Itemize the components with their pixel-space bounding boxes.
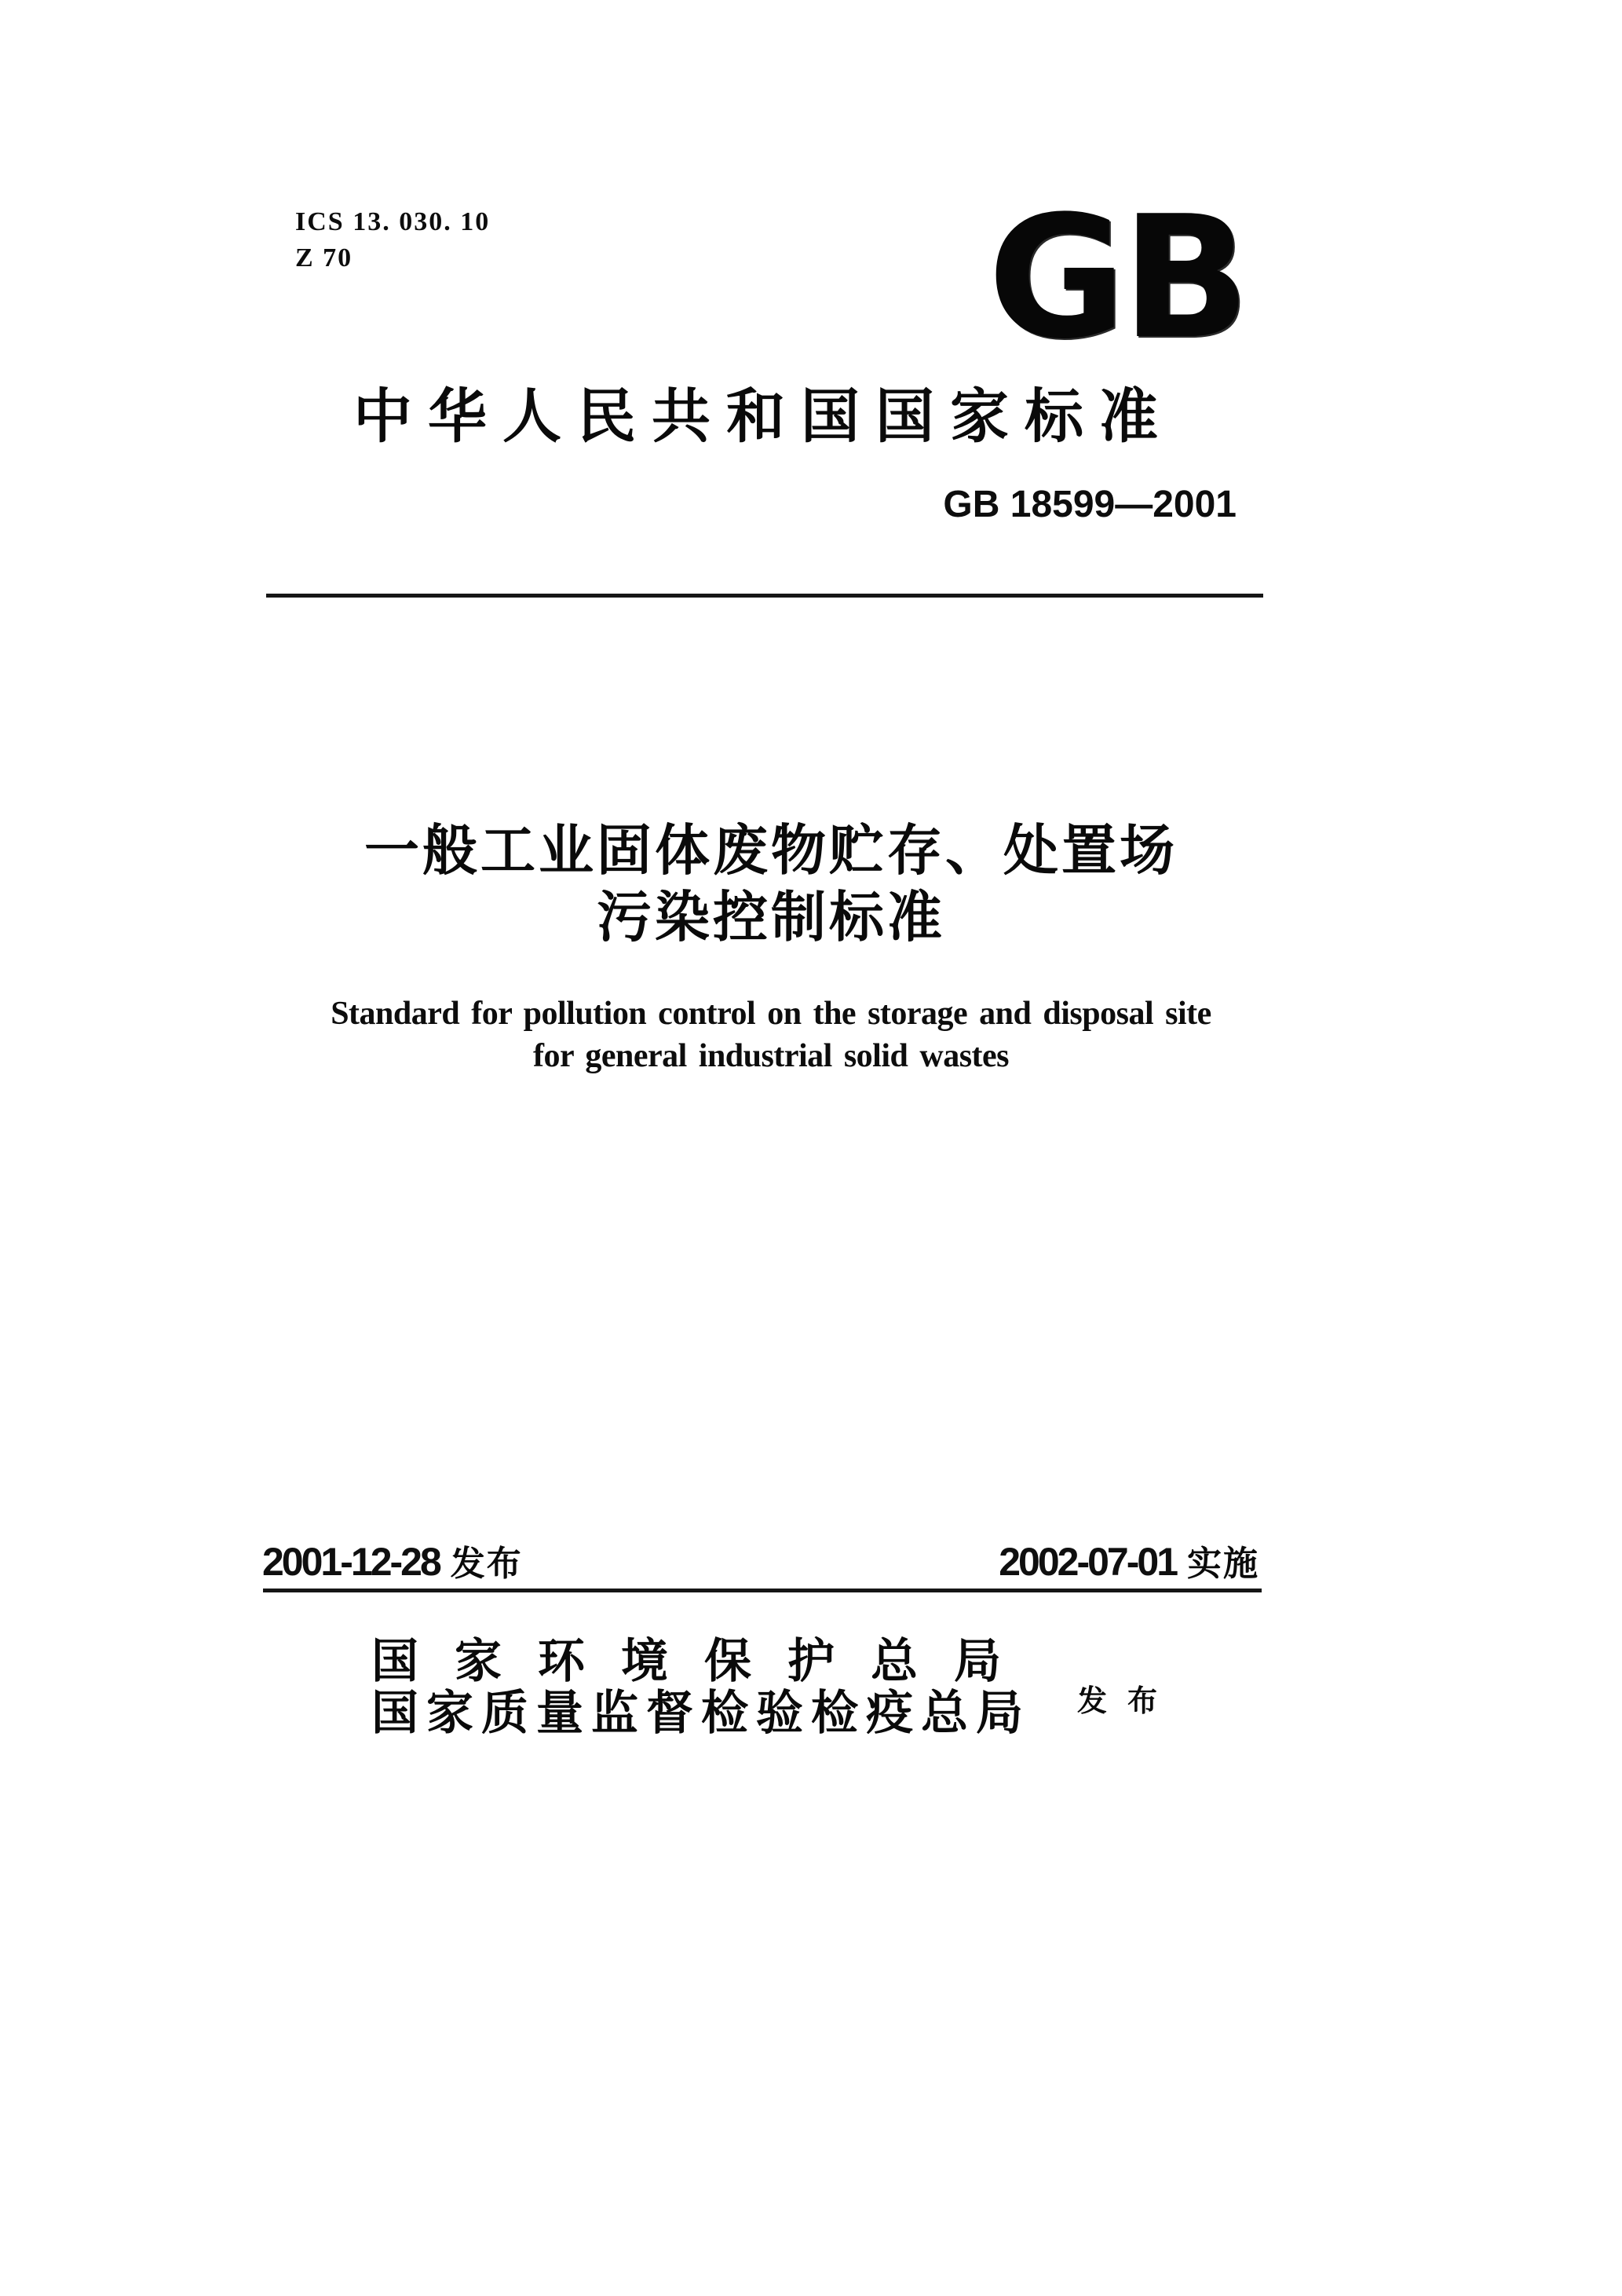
implementation-date: 2002-07-01 bbox=[999, 1540, 1176, 1584]
bottom-divider bbox=[263, 1589, 1262, 1592]
top-divider bbox=[266, 594, 1263, 598]
implementation-date-block bbox=[999, 1540, 1259, 1584]
standard-title-zh-line1: 一般工业固体废物贮存、处置场 bbox=[364, 820, 1178, 881]
standard-title-zh-line2: 污染控制标准 bbox=[597, 887, 945, 948]
standard-title-en-line1: Standard for pollution control on the storage and disposal site bbox=[331, 996, 1211, 1032]
publisher-aqsiq: 国家质量监督检验检疫总局 bbox=[371, 1687, 1031, 1739]
publisher-sepa: 国家环境保护总局 bbox=[371, 1636, 1037, 1687]
implementation-label: 实施 bbox=[1187, 1545, 1259, 1583]
issue-label: 发布 bbox=[450, 1545, 523, 1583]
ics-code-block bbox=[295, 204, 490, 276]
issue-date-block bbox=[262, 1540, 523, 1584]
national-standard-heading: 中华人民共和国国家标准 bbox=[353, 385, 1174, 450]
standard-number: GB 18599—2001 bbox=[943, 484, 1237, 525]
ics-code: ICS 13. 030. 10 bbox=[295, 207, 491, 236]
standard-title-en-line2: for general industrial solid wastes bbox=[532, 1038, 1010, 1074]
issue-date: 2001-12-28 bbox=[262, 1540, 440, 1584]
classification-code: Z 70 bbox=[295, 243, 353, 272]
publish-label: 发布 bbox=[1077, 1685, 1178, 1718]
gb-logo: GB bbox=[988, 179, 1246, 376]
